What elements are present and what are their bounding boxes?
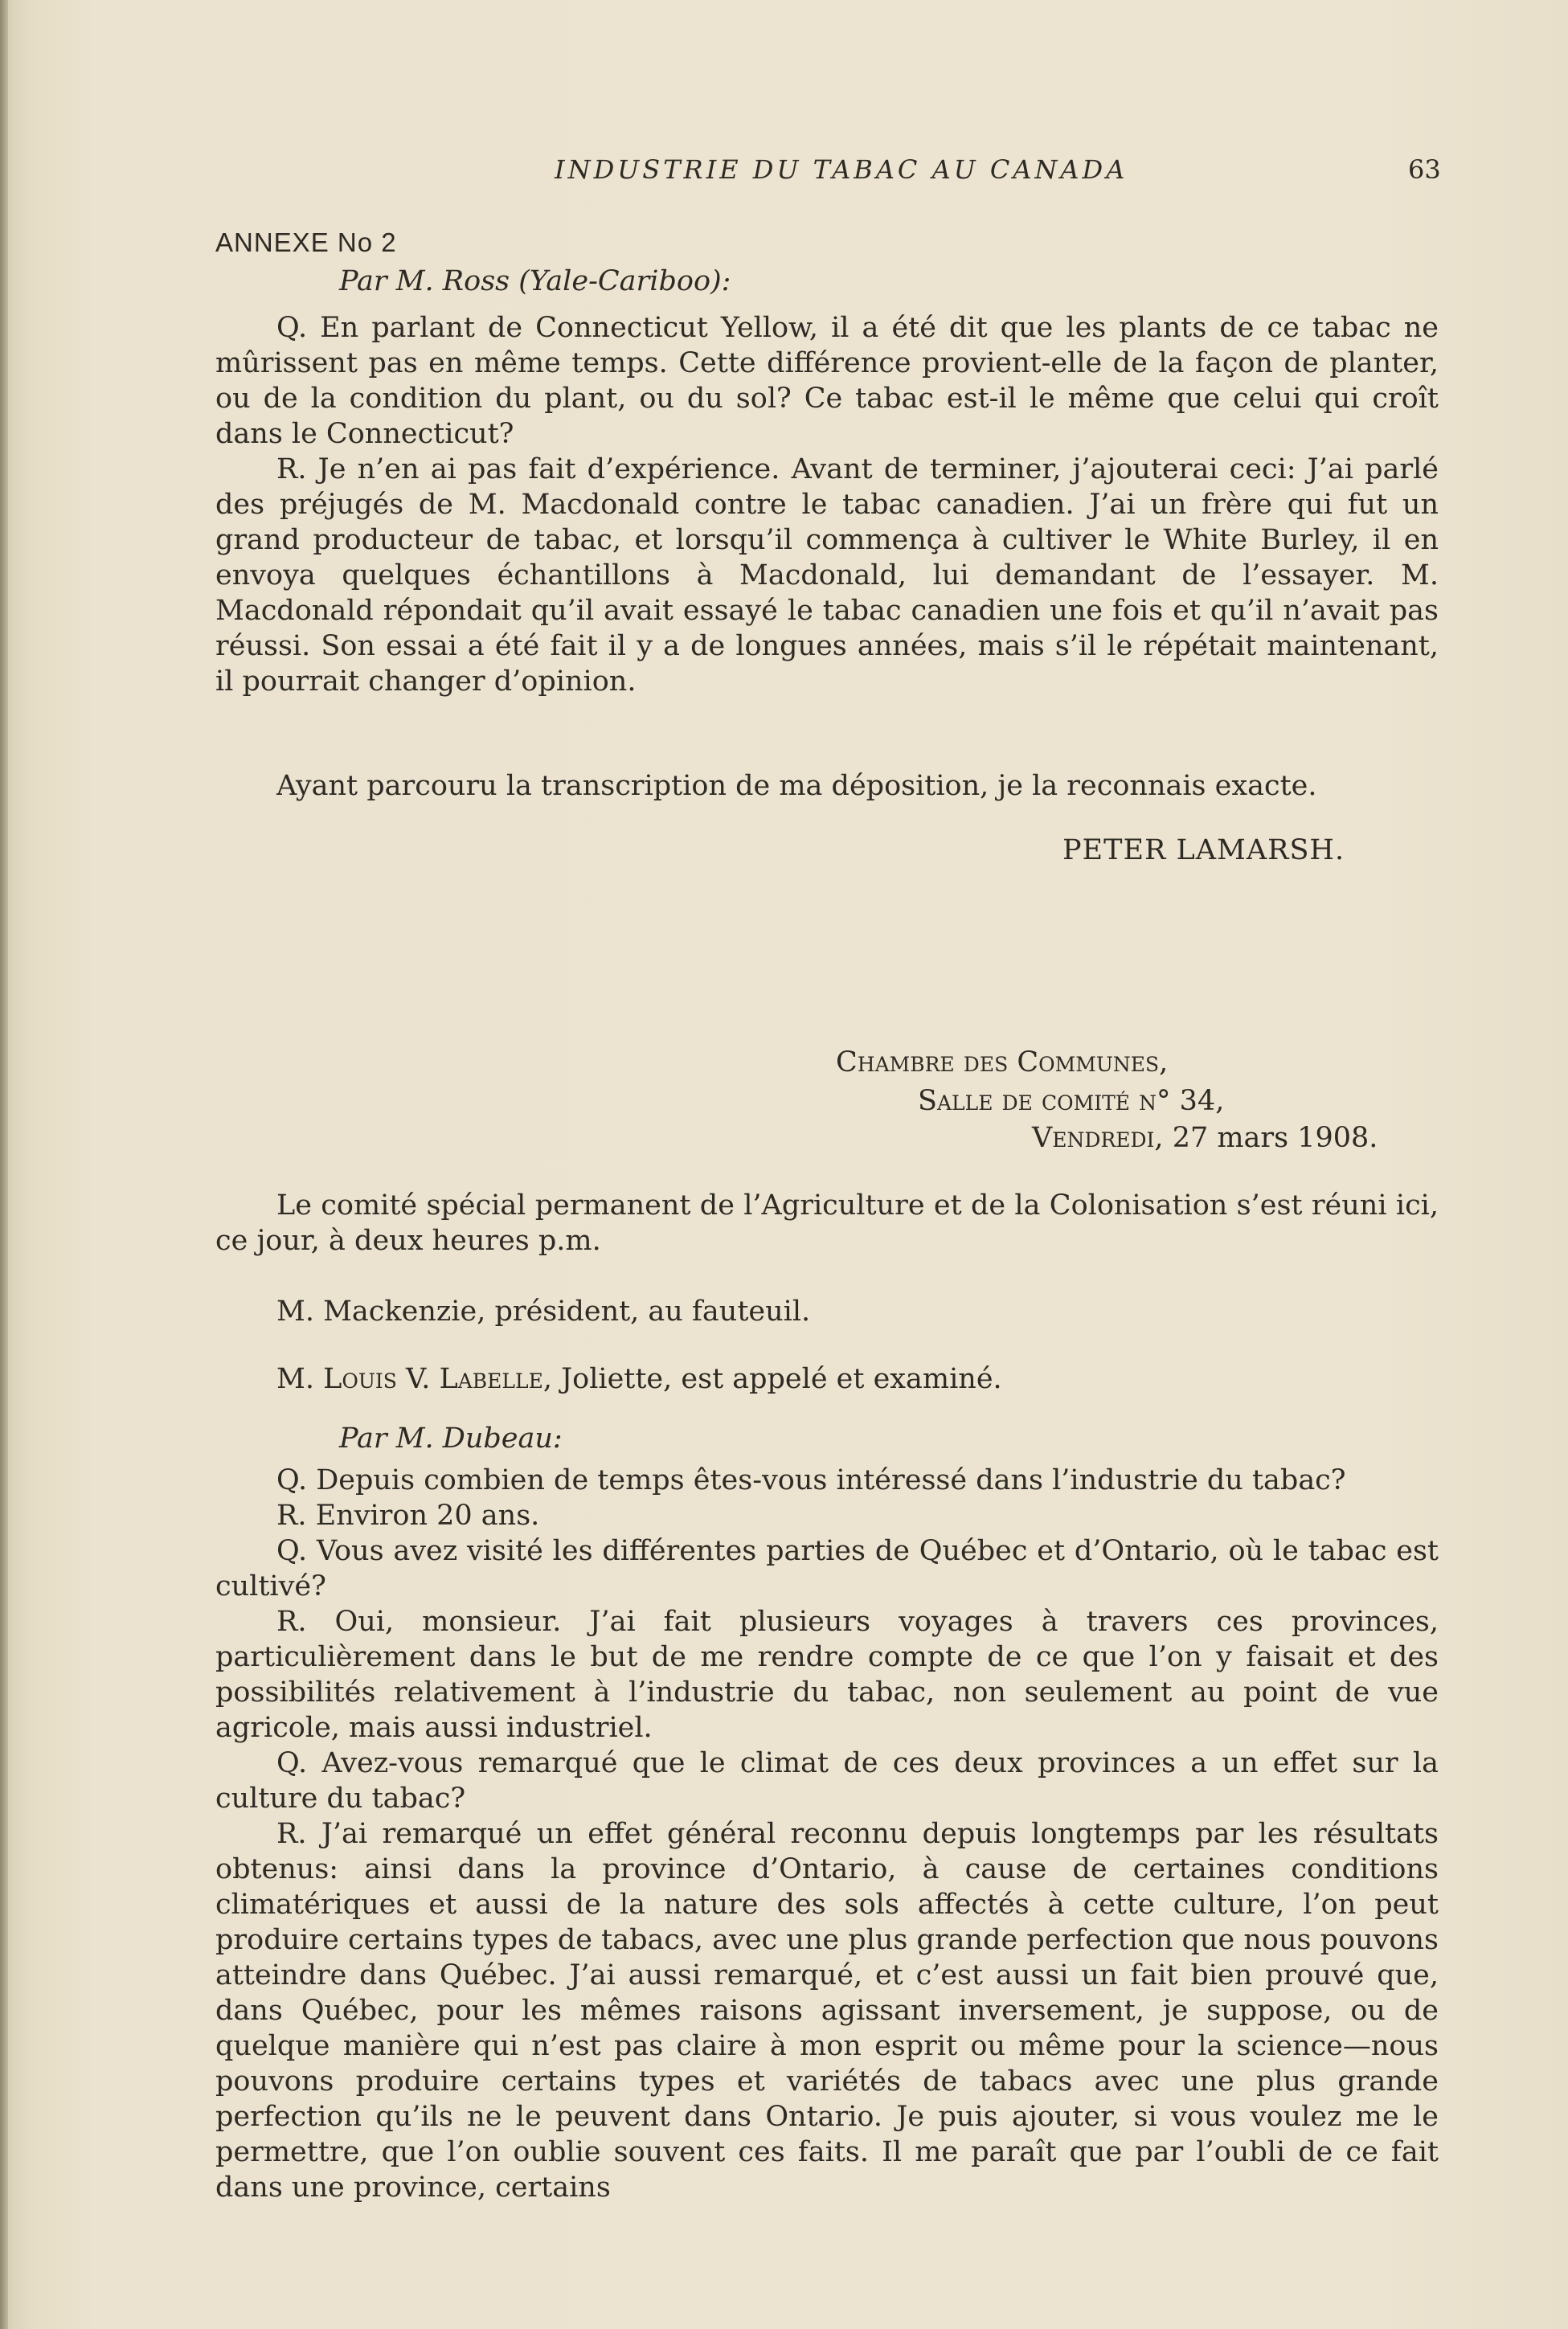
- chair-text: M. Mackenzie, président, au fauteuil.: [276, 1295, 811, 1328]
- page-number: 63: [1408, 154, 1441, 185]
- attestation-text: Ayant parcouru la transcription de ma déposition, je la reconnais exacte.: [276, 770, 1317, 802]
- testimony-labelle: [215, 1463, 1439, 2205]
- question-paragraph: Q. Avez-vous remarqué que le climat de ces deux provinces a un effet sur la culture du tabac?: [215, 1747, 1439, 1815]
- testimony-ross: [215, 310, 1439, 699]
- witness-name: Louis V. Labelle,: [323, 1363, 552, 1395]
- witness-prefix: M.: [276, 1363, 314, 1395]
- annex-label: ANNEXE No 2: [215, 227, 397, 257]
- witness-intro: [215, 1361, 1439, 1397]
- location-line-room: Salle de comité n° 34,: [918, 1085, 1225, 1117]
- witness-signature: PETER LAMARSH.: [1062, 834, 1345, 866]
- question-paragraph: Q. Depuis combien de temps êtes-vous intéressé dans l’industrie du tabac?: [276, 1464, 1346, 1496]
- answer-paragraph: R. Environ 20 ans.: [276, 1500, 540, 1532]
- location-line-chamber: Chambre des Communes,: [836, 1046, 1169, 1079]
- page-spine-shadow: [0, 0, 8, 2329]
- attestation-block: [215, 768, 1439, 804]
- witness-block: [215, 1361, 1439, 1397]
- session-day: Vendredi,: [1032, 1122, 1164, 1154]
- question-paragraph: Q. Vous avez visité les différentes parties de Québec et d’Ontario, où le tabac est cultivé?: [215, 1535, 1439, 1602]
- examiner-heading-ross: Par M. Ross (Yale-Cariboo):: [339, 265, 731, 297]
- meeting-text: Le comité spécial permanent de l’Agriculture et de la Colonisation s’est réuni ici, ce jour, à deux heures p.m.: [215, 1189, 1439, 1257]
- question-paragraph: Q. En parlant de Connecticut Yellow, il a été dit que les plants de ce tabac ne mûrissent pas en même temps. Cette différence provient-elle de la façon de planter, ou de la condition du plant, ou du sol? Ce tabac est-il le même que celui qui croît dans le Connecticut?: [215, 312, 1439, 450]
- answer-paragraph: R. J’ai remarqué un effet général reconnu depuis longtemps par les résultats obtenus: ainsi dans la province d’Ontario, à cause de certaines conditions climatériques et aussi de la nature des sols affectés à cette culture, l’on peut produire certains types de tabacs, avec une plus grande perfection que nous pouvons atteindre dans Québec. J’ai aussi remarqué, et c’est aussi un fait bien prouvé que, dans Québec, pour les mêmes raisons agissant inversement, je suppose, ou de quelque manière qui n’est pas claire à mon esprit ou même pour la science—nous pouvons produire certains types et variétés de tabacs avec une plus grande perfection qu’ils ne le peuvent dans Ontario. Je puis ajouter, si vous voulez me le permettre, que l’on oublie souvent ces faits. Il me paraît que par l’oubli de ce fait dans une province, certains: [215, 1818, 1439, 2204]
- session-date: [1032, 1122, 1378, 1154]
- examiner-heading-dubeau: Par M. Dubeau:: [339, 1422, 563, 1455]
- answer-paragraph: R. Je n’en ai pas fait d’expérience. Avant de terminer, j’ajouterai ceci: J’ai parlé des préjugés de M. Macdonald contre le tabac canadien. J’ai un frère qui fut un grand producteur de tabac, et lorsqu’il commença à cultiver le White Burley, il en envoya quelques échantillons à Macdonald, lui demandant de l’essayer. M. Macdonald répondait qu’il avait essayé le tabac canadien une fois et qu’il n’avait pas réussi. Son essai a été fait il y a de longues années, mais s’il le répétait maintenant, il pourrait changer d’opinion.: [215, 453, 1439, 698]
- chair-block: [215, 1294, 1439, 1329]
- session-date-value: 27 mars 1908.: [1172, 1122, 1378, 1154]
- meeting-block: [215, 1188, 1439, 1259]
- witness-rest: Joliette, est appelé et examiné.: [561, 1363, 1002, 1395]
- answer-paragraph: R. Oui, monsieur. J’ai fait plusieurs voyages à travers ces provinces, particulièrement dans le but de me rendre compte de ce que l’on y faisait et des possibilités relativement à l’industrie du tabac, non seulement au point de vue agricole, mais aussi industriel.: [215, 1606, 1439, 1744]
- running-header-title: INDUSTRIE DU TABAC AU CANADA: [555, 154, 1128, 185]
